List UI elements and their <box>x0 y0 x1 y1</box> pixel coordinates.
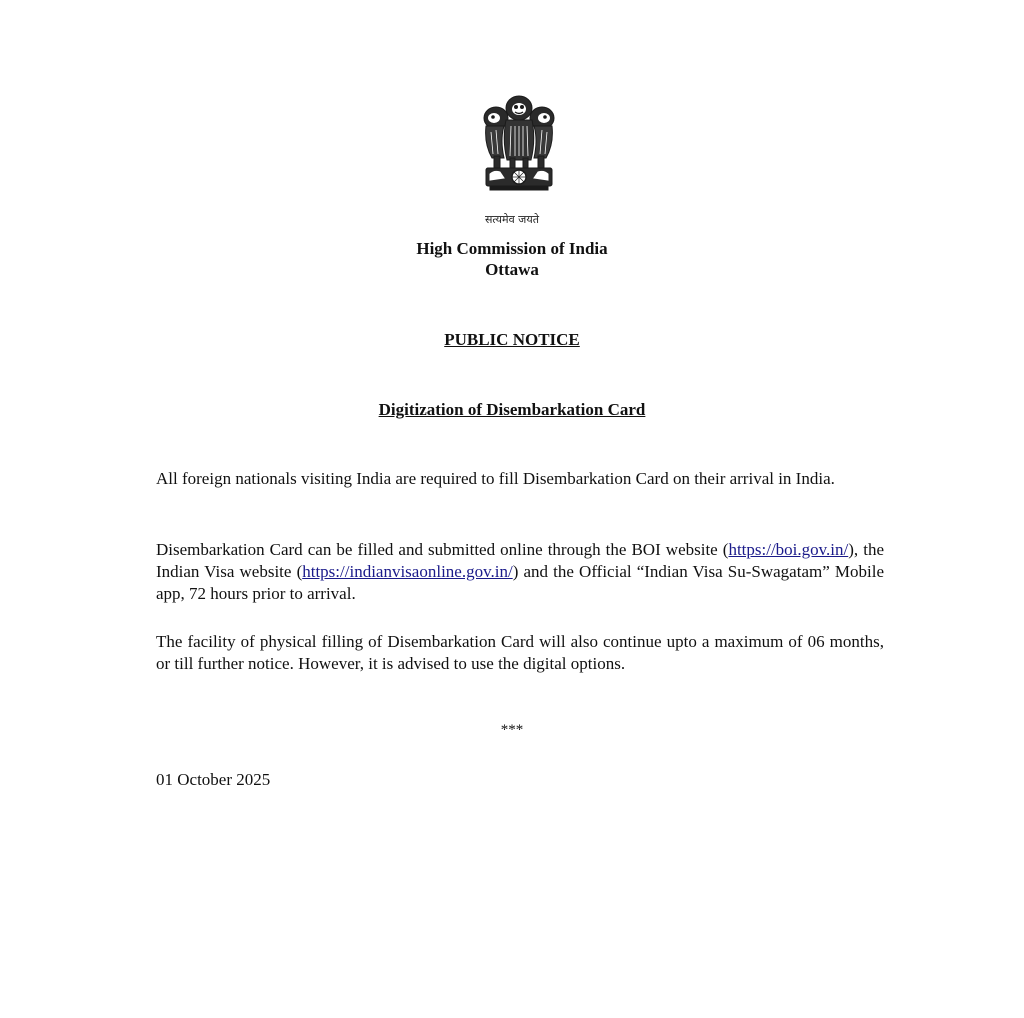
paragraph-online-submission <box>156 539 884 605</box>
paragraph-physical-filling: The facility of physical filling of Disembarkation Card will also continue upto a maximum of 06 months, or till further notice. However, it is advised to use the digital options. <box>156 632 884 673</box>
paragraph-text: ), the Indian Visa website ( <box>156 540 884 581</box>
national-emblem-icon <box>474 92 564 214</box>
indian-visa-website-link[interactable]: https://indianvisaonline.gov.in/ <box>302 562 513 581</box>
notice-date: 01 October 2025 <box>156 770 271 789</box>
paragraph-text: ) and the Official “Indian Visa Su-Swagatam” Mobile app, 72 hours prior to arrival. <box>156 562 884 603</box>
organization-name: High Commission of India <box>416 239 608 258</box>
notice-title: PUBLIC NOTICE <box>444 330 580 349</box>
emblem-motto: सत्यमेव जयते <box>484 213 539 226</box>
boi-website-link[interactable]: https://boi.gov.in/ <box>728 540 849 559</box>
organization-city: Ottawa <box>485 260 539 279</box>
paragraph-arrival-requirement: All foreign nationals visiting India are required to fill Disembarkation Card on their arrival in India. <box>156 469 835 488</box>
notice-subject: Digitization of Disembarkation Card <box>378 400 646 419</box>
paragraph-text: Disembarkation Card can be filled and submitted online through the BOI website ( <box>156 540 729 559</box>
section-separator: *** <box>500 722 524 738</box>
